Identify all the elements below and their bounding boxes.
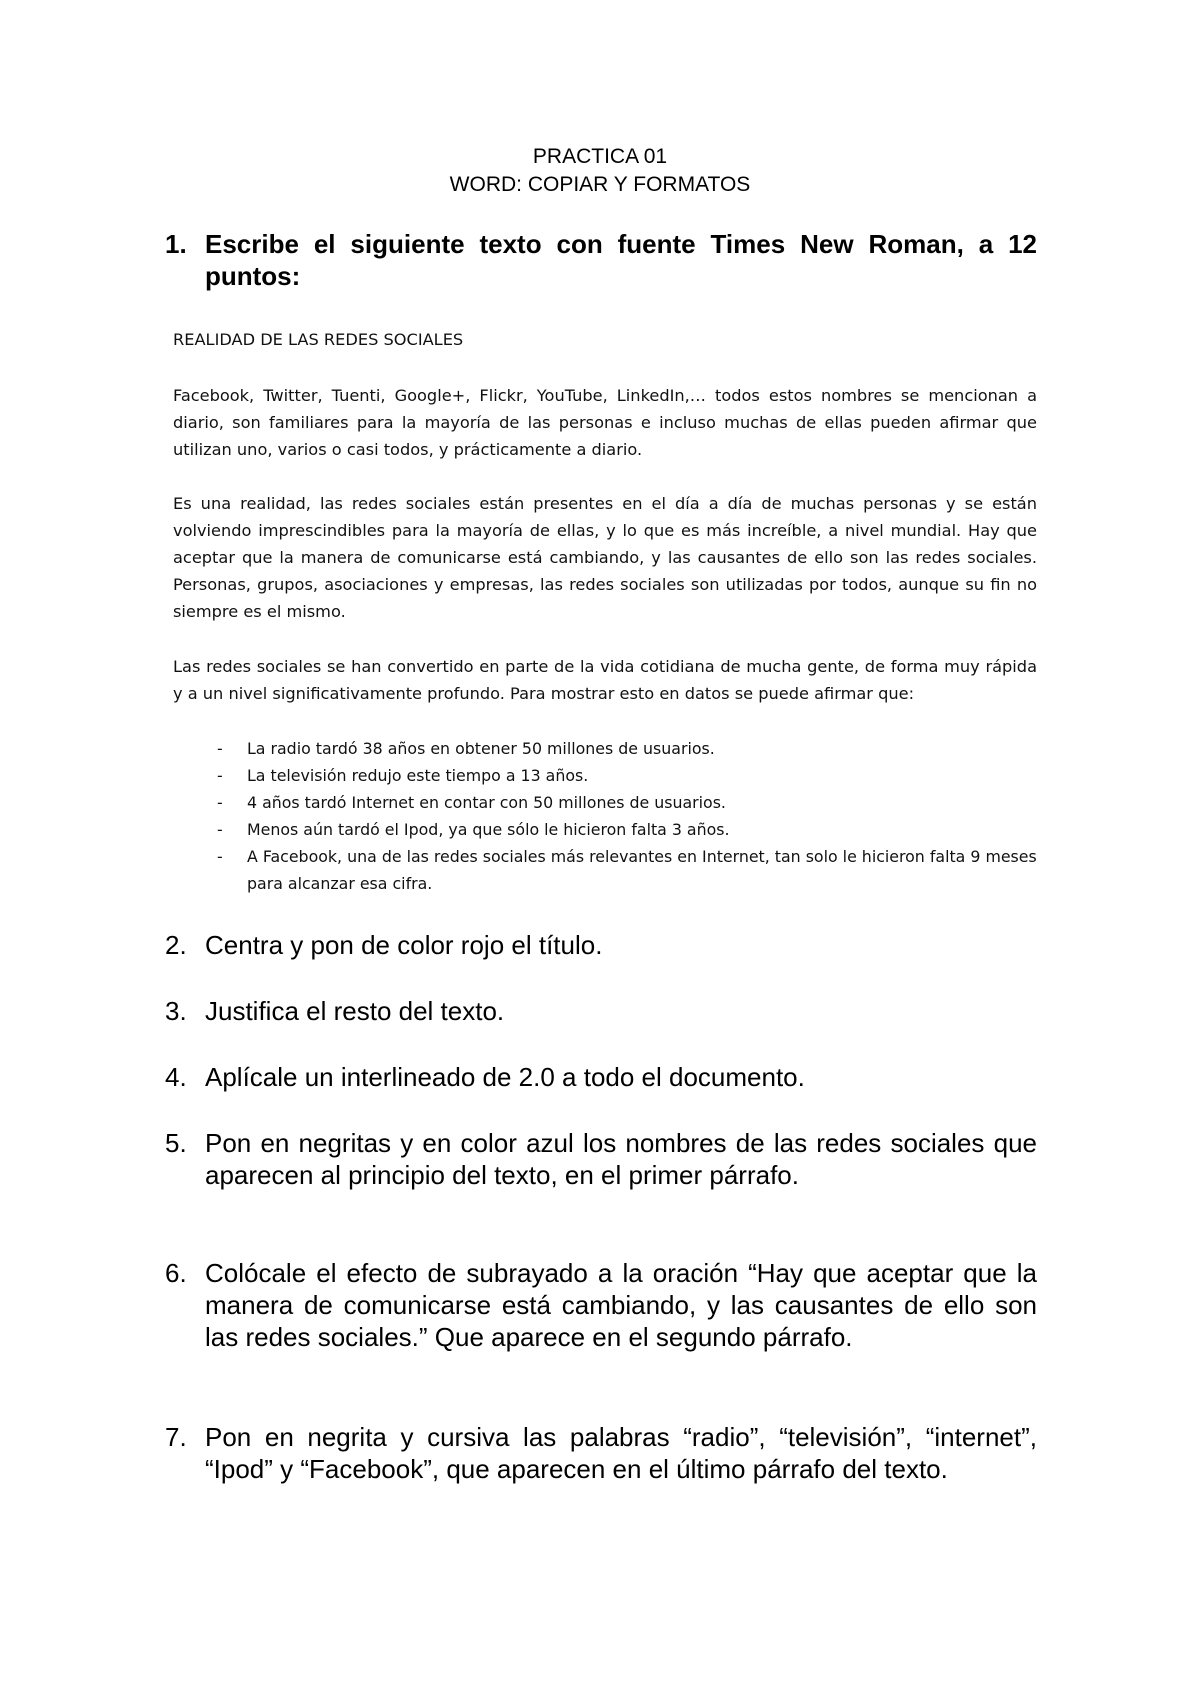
instruction-text: Aplícale un interlineado de 2.0 a todo el documento. [205, 1062, 805, 1092]
instruction-text: Escribe el siguiente texto con fuente Times New Roman, a 12 puntos: [205, 229, 1037, 291]
instruction-text: Pon en negrita y cursiva las palabras “radio”, “televisión”, “internet”, “Ipod” y “Facebook”, que aparecen en el último párrafo del texto. [205, 1422, 1037, 1484]
instruction-number: 7. [165, 1422, 187, 1452]
bullet-marker: - [217, 847, 223, 866]
instruction-text: Pon en negritas y en color azul los nombres de las redes sociales que aparecen al principio del texto, en el primer párrafo. [205, 1128, 1037, 1190]
list-item: - 4 años tardó Internet en contar con 50 millones de usuarios. [173, 789, 1037, 816]
article-body [173, 326, 1037, 353]
bullet-marker: - [217, 793, 223, 812]
instruction-text: Colócale el efecto de subrayado a la oración “Hay que aceptar que la manera de comunicarse está cambiando, y las causantes de ello son las redes sociales.” Que aparece en el segundo párrafo. [205, 1258, 1037, 1352]
instruction-number: 5. [165, 1128, 187, 1158]
page-title: PRACTICA 01 [532, 145, 668, 168]
instruction-1 [165, 228, 1037, 292]
instruction-number: 1. [165, 229, 187, 259]
paragraph-text: Es una realidad, las redes sociales están presentes en el día a día de muchas personas y se están volviendo imprescindibles para la mayoría de ellas, y lo que es más increíble, a nivel mundial. Hay que aceptar que la manera de comunicarse está cambiando, y las causantes de ello son las redes sociales. Personas, grupos, asociaciones y empresas, las redes sociales son utilizadas por todos, aunque su fin no siempre es el mismo. [173, 494, 1037, 621]
article-paragraph-2 [173, 490, 1037, 625]
instruction-3 [165, 995, 1037, 1027]
bullet-marker: - [217, 820, 223, 839]
list-item: - La televisión redujo este tiempo a 13 años. [173, 762, 1037, 789]
list-item: - La radio tardó 38 años en obtener 50 millones de usuarios. [173, 735, 1037, 762]
paragraph-text: Las redes sociales se han convertido en parte de la vida cotidiana de mucha gente, de forma muy rápida y a un nivel significativamente profundo. Para mostrar esto en datos se puede afirmar que: [173, 657, 1037, 703]
instruction-2 [165, 929, 1037, 961]
bullet-marker: - [217, 739, 223, 758]
instruction-5 [165, 1127, 1037, 1191]
instruction-number: 2. [165, 930, 187, 960]
article-paragraph-3 [173, 653, 1037, 707]
instruction-number: 4. [165, 1062, 187, 1092]
instruction-4 [165, 1061, 1037, 1093]
title-block [0, 143, 1200, 199]
page-subtitle: WORD: COPIAR Y FORMATOS [449, 173, 751, 196]
list-item: - Menos aún tardó el Ipod, ya que sólo le hicieron falta 3 años. [173, 816, 1037, 843]
instruction-number: 6. [165, 1258, 187, 1288]
article-paragraph-1 [173, 382, 1037, 463]
list-item: - A Facebook, una de las redes sociales más relevantes en Internet, tan solo le hicieron falta 9 meses para alcanzar esa cifra. [173, 843, 1037, 897]
paragraph-text: Facebook, Twitter, Tuenti, Google+, Flickr, YouTube, LinkedIn,… todos estos nombres se mencionan a diario, son familiares para la mayoría de las personas e incluso muchas de ellas pueden afirmar que utilizan uno, varios o casi todos, y prácticamente a diario. [173, 386, 1037, 459]
instruction-6 [165, 1257, 1037, 1353]
instruction-text: Justifica el resto del texto. [205, 996, 505, 1026]
instruction-number: 3. [165, 996, 187, 1026]
article-heading: REALIDAD DE LAS REDES SOCIALES [173, 330, 464, 349]
statistics-list [173, 735, 1037, 897]
instruction-text: Centra y pon de color rojo el título. [205, 930, 603, 960]
instruction-7 [165, 1421, 1037, 1485]
bullet-marker: - [217, 766, 223, 785]
